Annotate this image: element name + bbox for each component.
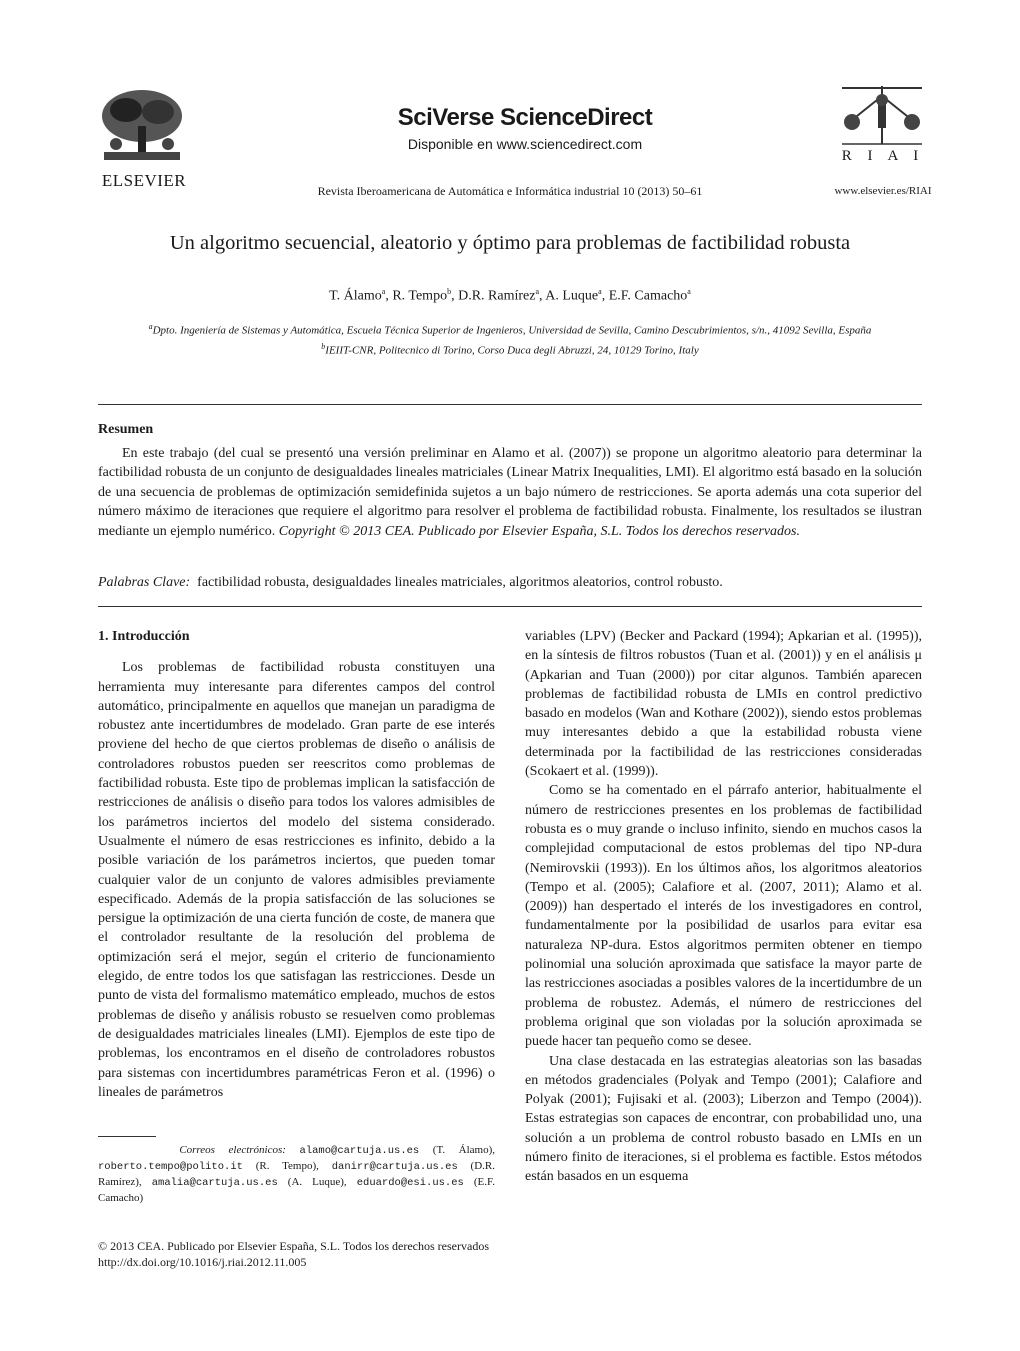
section-heading: 1. Introducción [98, 629, 190, 644]
brand-name: SciVerse ScienceDirect [397, 104, 653, 131]
author-aff-mark: a [535, 287, 540, 296]
keywords-label: Palabras Clave: [98, 575, 191, 590]
author-aff-mark: a [381, 287, 386, 296]
paragraph: Como se ha comentado en el párrafo anterior, habitualmente el número de restricciones presentes en los problemas de factibilidad robusta es o muy grande o incluso infinito, siendo en muchos casos la complejidad computacional de estos problemas del tipo NP-dura (Nemirovskii (1993)). En los últimos años, los algoritmos aleatorios (Tempo et al. (2005); Calafiore et al. (2007, 2011); Alamo et al. (2009)) han despertado el interés de los investigadores en control, fundamentalmente por la posibilidad de usarlos para evitar esa naturaleza NP-dura. Estos algoritmos permiten obtener en tiempo polinomial una solución aproximada que satisface la mayor parte de las restricciones asociadas a posibles valores de la incertidumbre de un problema de robustez. Además, el número de restricciones del problema original que son violadas por la solución aproximada se puede hacer tan pequeño como se desee. [525, 783, 922, 1050]
author-aff-mark: b [447, 287, 452, 296]
email-link[interactable]: amalia@cartuja.us.es [151, 1177, 278, 1189]
keywords [98, 575, 922, 591]
brand-subtitle: Disponible en www.sciencedirect.com [407, 136, 643, 152]
paragraph: variables (LPV) (Becker and Packard (1994); Apkarian et al. (1995)), en la síntesis de filtros robustos (Tuan et al. (2001)) y en el análisis μ (Apkarian and Tuan (2000)) por citar algunos. También aparecen problemas de factibilidad robusta de LMIs en control predictivo basado en modelos (Wan and Kothare (2002)), siendo estos problemas muy interesantes debido a que la estabilidad robusta viene determinada por la factibilidad de las restricciones consideradas (Scokaert et al. (1999)). [525, 629, 922, 780]
affiliation-mark: a [148, 322, 153, 331]
footer-copyright: © 2013 CEA. Publicado por Elsevier España, S.L. Todos los derechos reservados [98, 1239, 489, 1253]
author-aff-mark: a [598, 287, 602, 296]
riai-emblem-icon [838, 84, 928, 148]
affiliation-a [98, 319, 922, 339]
email-owner: (E.F. Camacho) [98, 1176, 495, 1204]
divider [98, 404, 922, 405]
email-owner: (T. Álamo), [419, 1144, 496, 1156]
affiliation-mark: b [321, 341, 326, 351]
paragraph: Los problemas de factibilidad robusta constituyen una herramienta muy interesante para diferentes campos del control automático, principalmente en aquellos que manejan un paradigma de robustez ante incertidumbres de modelado. Gran parte de ese interés proviene del hecho de que ciertos problemas de diseño o análisis de controladores robustos pueden ser reescritos como problemas de factibilidad robusta. Este tipo de problemas implican la satisfacción de restricciones de análisis o diseño para todos los valores admisibles de los parámetros inciertos del modelo del sistema considerado. Usualmente el número de esas restricciones es infinito, debido a la posible variación de los parámetros inciertos, que pueden tomar cualquier valor de un conjunto de valores admisibles previamente especificado. Además de la propia satisfacción de las soluciones se persigue la optimización de una cierta función de coste, de manera que el controlador resultante de la resolución del problema de optimización será el mejor, según el criterio de funcionamiento elegido, de entre todos los que satisfagan las restricciones. Desde un punto de vista del formalismo matemático empleado, muchos de estos problemas de diseño y análisis robusto se resuelven como problemas de desigualdades matriciales lineales (LMI). Ejemplos de este tipo de problemas, los encontramos en el diseño de controladores robustos para sistemas con incertidumbres paramétricas Feron et al. (1996) o lineales de parámetros [98, 660, 495, 1100]
journal-reference: Revista Iberoamericana de Automática e Informática industrial 10 (2013) 50–61 [317, 184, 703, 198]
abstract-copyright: Copyright © 2013 CEA. Publicado por Elsevier España, S.L. Todos los derechos reservados. [278, 523, 801, 539]
author-name: A. Luque [545, 288, 599, 304]
footnote-label: Correos electrónicos: [179, 1144, 286, 1156]
paragraph: Una clase destacada en las estrategias aleatorias son las basadas en métodos gradenciales (Polyak and Tempo (2001); Calafiore and Polyak (2001); Fujisaki et al. (2003); Liberzon and Tempo (2004)). Estas estrategias son capaces de encontrar, con probabilidad uno, una solución a un problema de control robusto basado en LMIs en un número finito de iteraciones, si el problema es factible. Estos métodos están basados en un esquema [525, 1053, 922, 1185]
elsevier-wordmark: ELSEVIER [101, 171, 187, 190]
email-link[interactable]: danirr@cartuja.us.es [331, 1161, 458, 1173]
elsevier-logo [96, 86, 188, 190]
riai-label: R I A I [841, 148, 925, 164]
author-name: T. Álamo [329, 288, 382, 304]
affiliation-b [98, 339, 922, 359]
page-footer [98, 1238, 698, 1270]
abstract-heading: Resumen [98, 422, 154, 437]
affiliations [98, 319, 922, 358]
email-link[interactable]: alamo@cartuja.us.es [299, 1145, 420, 1157]
email-link[interactable]: eduardo@esi.us.es [356, 1177, 464, 1189]
email-owner: (D.R. Ramírez), [98, 1160, 495, 1188]
abstract-body [98, 444, 922, 541]
footnote-emails [98, 1143, 495, 1206]
author-name: R. Tempo [392, 288, 448, 304]
elsevier-tree-icon [96, 86, 188, 164]
author-name: D.R. Ramírez [458, 288, 536, 304]
abstract-text: En este trabajo (del cual se presentó una versión preliminar en Alamo et al. (2007)) se propone un algoritmo aleatorio para determinar la factibilidad robusta de un conjunto de desigualdades lineales matriciales (Linear Matrix Inequalities, LMI). El algoritmo está basado en la solución de una secuencia de problemas de optimización semidefinida sujetos a un bajo número de restricciones. Se aporta además una cota superior del número máximo de iteraciones que requiere el algoritmo para resolver el problema de factibilidad robusta. Finalmente, los resultados se ilustran mediante un ejemplo numérico. [98, 446, 922, 539]
left-column [98, 627, 495, 1102]
affiliation-text: IEIIT-CNR, Politecnico di Torino, Corso Duca degli Abruzzi, 24, 10129 Torino, Italy [325, 344, 699, 357]
riai-url: www.elsevier.es/RIAI [834, 185, 932, 197]
keywords-text: factibilidad robusta, desigualdades lineales matriciales, algoritmos aleatorios, control robusto. [197, 575, 723, 590]
email-owner: (R. Tempo), [242, 1160, 332, 1172]
article-title: Un algoritmo secuencial, aleatorio y óptimo para problemas de factibilidad robusta [169, 232, 851, 254]
author-list: T. Álamo$^a$, R. Tempo$^b$, D.R. Ramírez$^a$, A. Luque$^a$, E.F. Camacho$^a$ [329, 287, 691, 304]
divider [98, 606, 922, 607]
footnote-rule [98, 1136, 156, 1137]
doi-link[interactable]: http://dx.doi.org/10.1016/j.riai.2012.11.005 [98, 1255, 307, 1269]
email-owner: (A. Luque), [277, 1176, 357, 1188]
affiliation-text: Dpto. Ingeniería de Sistemas y Automática, Escuela Técnica Superior de Ingenieros, Universidad de Sevilla, Camino Descubrimientos, s/n., 41092 Sevilla, España [152, 324, 872, 337]
sciverse-brand [380, 104, 670, 152]
author-name: E.F. Camacho [608, 288, 688, 304]
email-link[interactable]: roberto.tempo@polito.it [98, 1161, 243, 1173]
right-column [525, 627, 922, 1187]
author-aff-mark: a [687, 287, 691, 296]
